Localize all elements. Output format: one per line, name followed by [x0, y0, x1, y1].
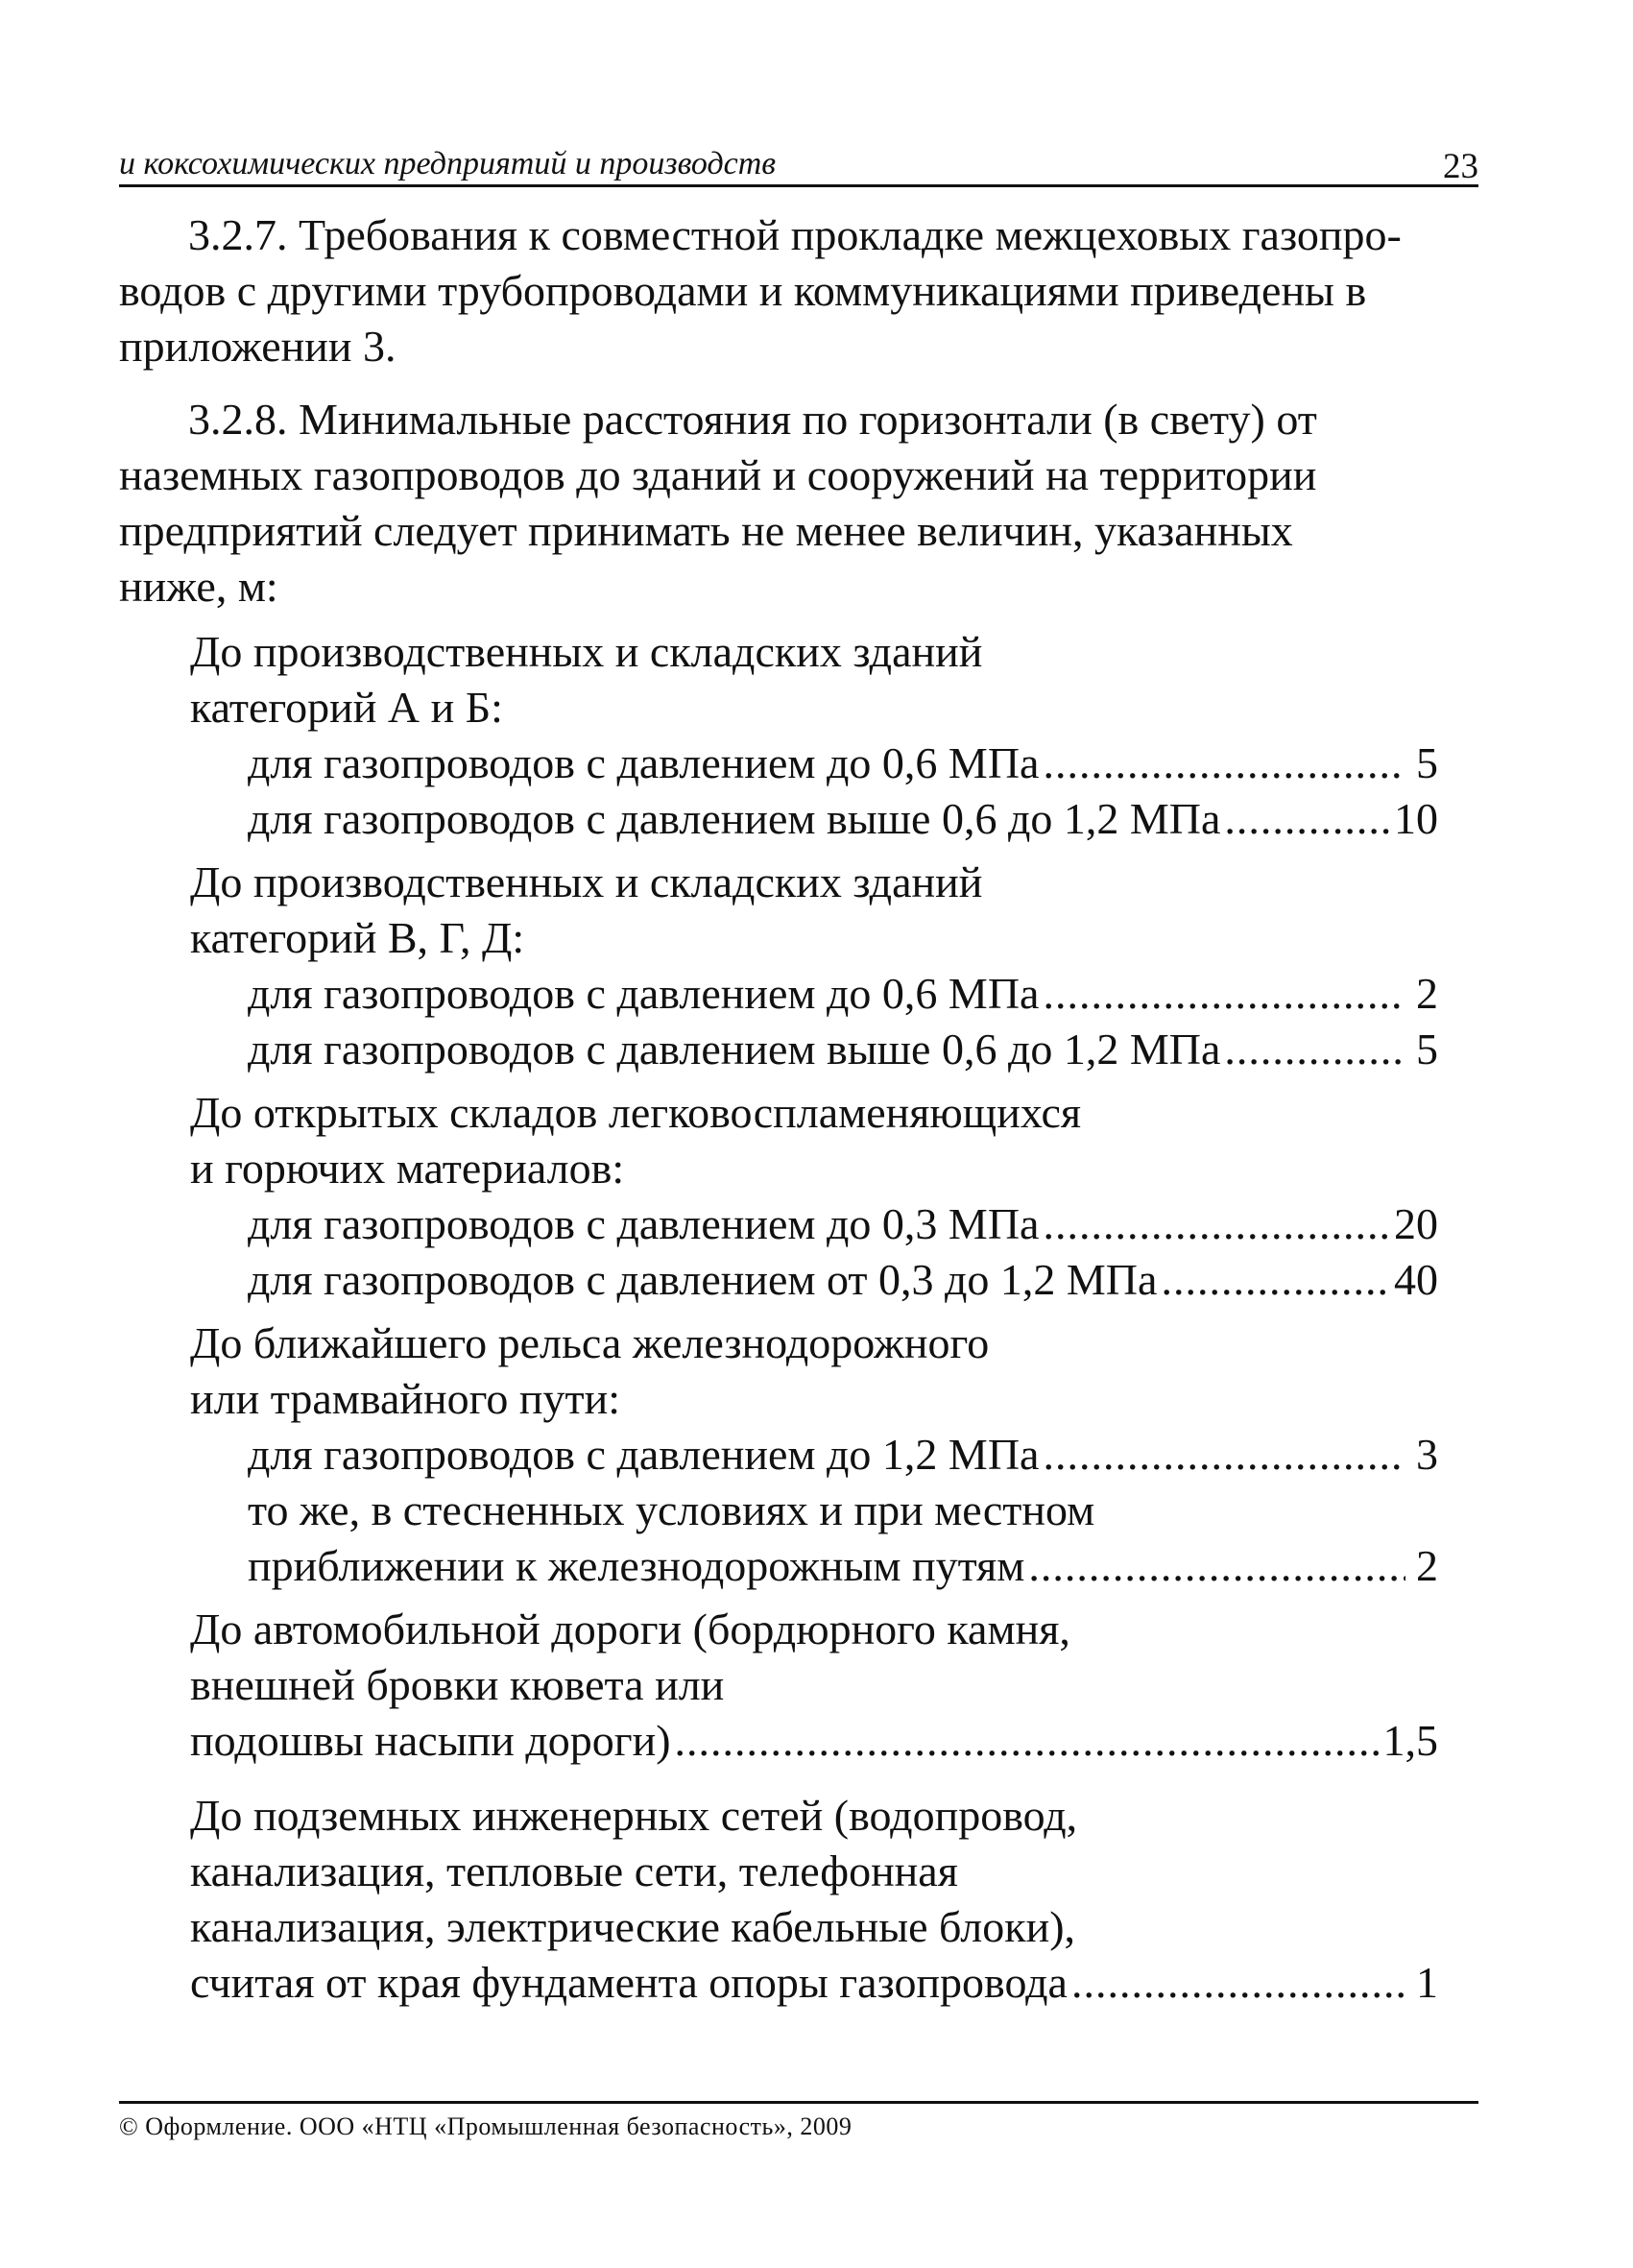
running-header-title: и коксохимических предприятий и производств [119, 146, 777, 181]
distance-group-open-storage [190, 1085, 1438, 1308]
distance-condition: для газопроводов с давлением до 0,6 МПа [248, 969, 1040, 1018]
distance-row [190, 736, 1438, 791]
distance-row [190, 1427, 1438, 1483]
distance-condition: считая от края фундамента опоры газопровода [190, 1958, 1068, 2007]
paragraph-line: водов с другими трубопроводами и коммуникациями приведены в [119, 266, 1367, 315]
distance-row [190, 1713, 1438, 1769]
distance-condition: для газопроводов с давлением от 0,3 до 1,2 МПа [248, 1255, 1158, 1304]
group-heading: или трамвайного пути: [190, 1374, 620, 1423]
distance-row [190, 1955, 1438, 2011]
distance-group-v-g-d [190, 855, 1438, 1077]
distance-value: 5 [1416, 1025, 1438, 1074]
paragraph-line: наземных газопроводов до зданий и сооружений на территории [119, 450, 1317, 499]
distance-value: 5 [1416, 738, 1438, 787]
dot-leader [1028, 1538, 1405, 1594]
distance-value: 40 [1394, 1255, 1438, 1304]
dot-leader [1043, 736, 1405, 791]
distance-value: 2 [1416, 969, 1438, 1018]
group-heading: категорий А и Б: [190, 683, 503, 732]
group-heading: До открытых складов легковоспламеняющихся [190, 1088, 1082, 1137]
distance-condition: подошвы насыпи дороги) [190, 1716, 671, 1765]
distance-value: 10 [1394, 794, 1438, 843]
group-heading: До производственных и складских зданий [190, 627, 983, 676]
distance-row [190, 1022, 1438, 1077]
distance-condition: для газопроводов с давлением до 1,2 МПа [248, 1430, 1040, 1479]
group-heading: До ближайшего рельса железнодорожного [190, 1318, 990, 1367]
group-heading: До производственных и складских зданий [190, 857, 983, 906]
distance-condition: для газопроводов с давлением до 0,3 МПа [248, 1199, 1040, 1248]
dot-leader [1224, 791, 1390, 847]
dot-leader [1071, 1955, 1405, 2011]
paragraph-line: 3.2.8. Минимальные расстояния по горизонтали (в свету) от [188, 395, 1317, 444]
distance-row [190, 791, 1438, 847]
copyright-footer: © Оформление. ООО «НТЦ «Промышленная безопасность», 2009 [119, 2112, 853, 2140]
distance-row [190, 966, 1438, 1022]
distance-condition: для газопроводов с давлением выше 0,6 до 1,2 МПа [248, 794, 1221, 843]
dot-leader [1043, 966, 1405, 1022]
dot-leader [1043, 1196, 1390, 1252]
distance-value: 1 [1416, 1958, 1438, 2007]
paragraph-line: ниже, м: [119, 562, 278, 611]
dot-leader [1224, 1022, 1405, 1077]
paragraph-line: предприятий следует принимать не менее величин, указанных [119, 506, 1293, 555]
group-heading: и горючих материалов: [190, 1144, 625, 1193]
distance-group-road [190, 1602, 1438, 1769]
paragraph-line: приложении 3. [119, 322, 396, 371]
distance-condition: для газопроводов с давлением выше 0,6 до 1,2 МПа [248, 1025, 1221, 1074]
distance-row [190, 1196, 1438, 1252]
group-heading: канализация, электрические кабельные блоки), [190, 1902, 1076, 1951]
paragraph-3-2-7 [119, 207, 1478, 374]
dot-leader [675, 1713, 1380, 1769]
distance-group-underground-networks [190, 1788, 1438, 2011]
group-heading: До автомобильной дороги (бордюрного камня, [190, 1604, 1070, 1653]
distance-row [190, 1252, 1438, 1308]
group-heading: канализация, тепловые сети, телефонная [190, 1846, 958, 1895]
distance-group-rail [190, 1315, 1438, 1594]
distance-condition: для газопроводов с давлением до 0,6 МПа [248, 738, 1040, 787]
distance-value: 20 [1394, 1199, 1438, 1248]
dot-leader [1043, 1427, 1405, 1483]
dot-leader [1161, 1252, 1390, 1308]
distance-value: 2 [1416, 1541, 1438, 1590]
group-heading: категорий В, Г, Д: [190, 913, 525, 962]
footer-divider [119, 2101, 1478, 2104]
paragraph-line: 3.2.7. Требования к совместной прокладке межцеховых газопро- [188, 210, 1402, 259]
group-heading: До подземных инженерных сетей (водопровод, [190, 1791, 1078, 1840]
distance-value: 1,5 [1382, 1716, 1438, 1765]
distance-group-a-b [190, 624, 1438, 847]
distance-row [190, 1538, 1438, 1594]
group-heading: внешней бровки кювета или [190, 1660, 725, 1709]
distance-condition-continued: то же, в стесненных условиях и при местном [248, 1485, 1095, 1534]
distance-value: 3 [1416, 1430, 1438, 1479]
paragraph-3-2-8 [119, 392, 1478, 615]
running-header [119, 144, 1478, 187]
page-number: 23 [1443, 147, 1478, 186]
distance-condition: приближении к железнодорожным путям [248, 1541, 1025, 1590]
